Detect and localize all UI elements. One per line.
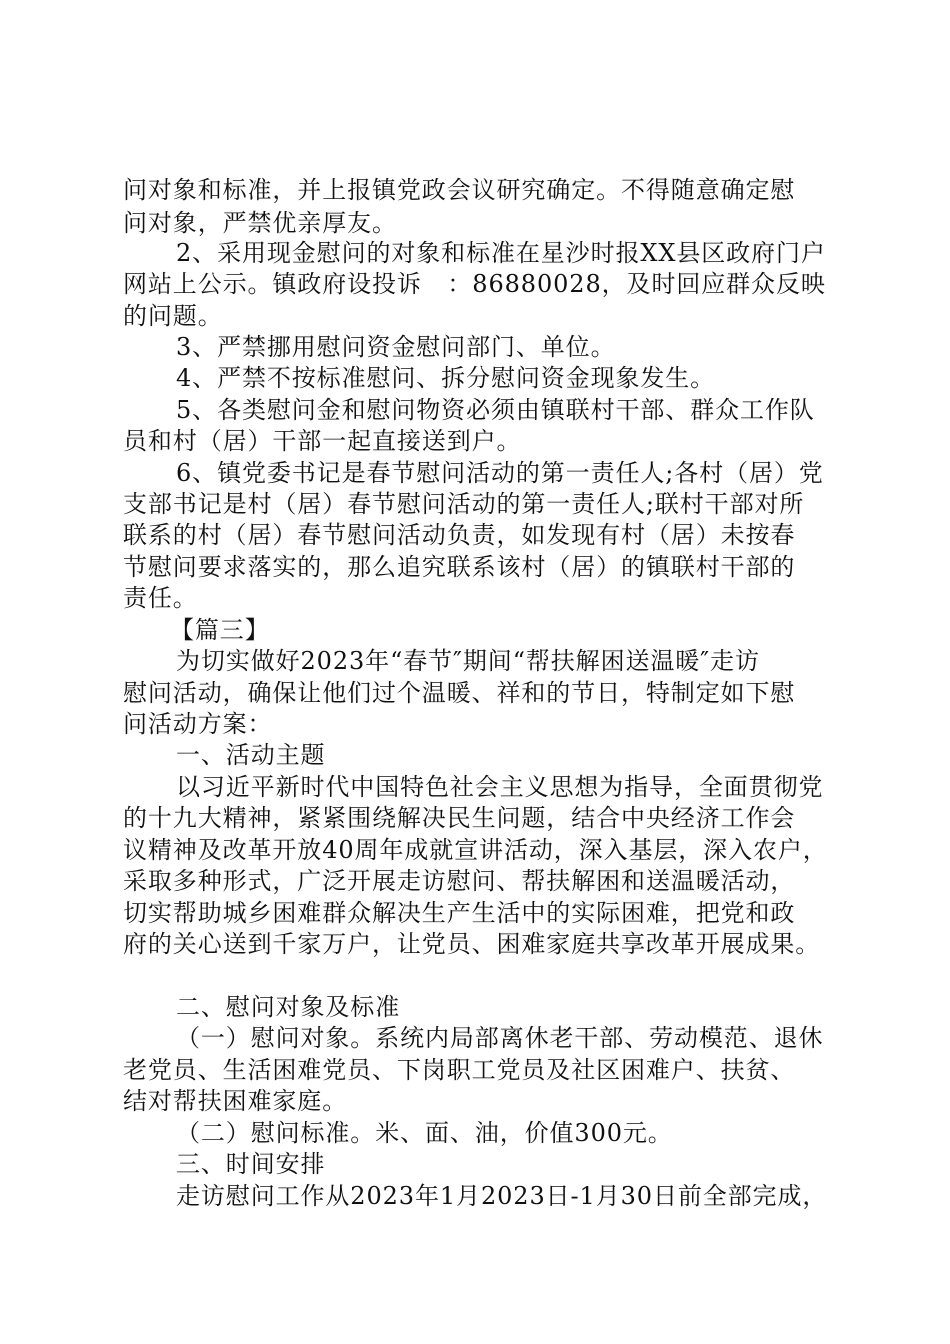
text-line: 问对象和标准，并上报镇党政会议研究确定。不得随意确定慰 — [123, 176, 796, 204]
text-line: 员和村（居）干部一起直接送到户。 — [123, 427, 522, 455]
text-line: 2、采用现金慰问的对象和标准在星沙时报XX县区政府门户 — [176, 239, 826, 267]
section-heading: 【篇三】 — [170, 616, 270, 644]
text-line: 的问题。 — [123, 302, 223, 330]
text-line: 问对象，严禁优亲厚友。 — [123, 209, 397, 237]
section-heading: 三、时间安排 — [176, 1150, 326, 1178]
text-line: 3、严禁挪用慰问资金慰问部门、单位。 — [176, 333, 616, 361]
text-line: 支部书记是村（居）春节慰问活动的第一责任人;联村干部对所 — [123, 490, 805, 518]
text-line: 网站上公示。镇政府设投诉 ：86880028，及时回应群众反映 — [123, 270, 826, 298]
text-line: 为切实做好2023年“春节″期间“帮扶解困送温暖″走访 — [176, 647, 760, 675]
text-line: 以习近平新时代中国特色社会主义思想为指导，全面贯彻党 — [176, 773, 824, 801]
section-heading: 二、慰问对象及标准 — [176, 993, 401, 1021]
text-line: 4、严禁不按标准慰问、拆分慰问资金现象发生。 — [176, 364, 716, 392]
text-line: 节慰问要求落实的，那么追究联系该村（居）的镇联村干部的 — [123, 553, 796, 581]
text-line: 老党员、生活困难党员、下岗职工党员及社区困难户、扶贫、 — [123, 1056, 796, 1084]
text-line: 问活动方案： — [123, 710, 273, 738]
text-line: 议精神及改革开放40周年成就宣讲活动，深入基层，深入农户， — [123, 836, 828, 864]
text-line: 切实帮助城乡困难群众解决生产生活中的实际困难，把党和政 — [123, 899, 796, 927]
text-line: 慰问活动，确保让他们过个温暖、祥和的节日，特制定如下慰 — [123, 679, 796, 707]
text-line: 联系的村（居）春节慰问活动负责，如发现有村（居）未按春 — [123, 521, 796, 549]
text-line: 5、各类慰问金和慰问物资必须由镇联村干部、群众工作队 — [176, 396, 815, 424]
text-line: （一）慰问对象。系统内局部离休老干部、劳动模范、退休 — [176, 1024, 824, 1052]
section-heading: 一、活动主题 — [176, 741, 326, 769]
text-line: 府的关心送到千家万户，让党员、困难家庭共享改革开展成果。 — [123, 930, 821, 958]
text-line: 结对帮扶困难家庭。 — [123, 1087, 348, 1115]
text-line: 采取多种形式，广泛开展走访慰问、帮扶解困和送温暖活动， — [123, 867, 796, 895]
text-line: （二）慰问标准。米、面、油，价值300元。 — [176, 1119, 673, 1147]
text-line: 走访慰问工作从2023年1月2023日-1月30日前全部完成， — [176, 1182, 828, 1210]
text-line: 6、镇党委书记是春节慰问活动的第一责任人;各村（居）党 — [176, 459, 824, 487]
text-line: 的十九大精神，紧紧围绕解决民生问题，结合中央经济工作会 — [123, 804, 796, 832]
text-line: 责任。 — [123, 584, 198, 612]
